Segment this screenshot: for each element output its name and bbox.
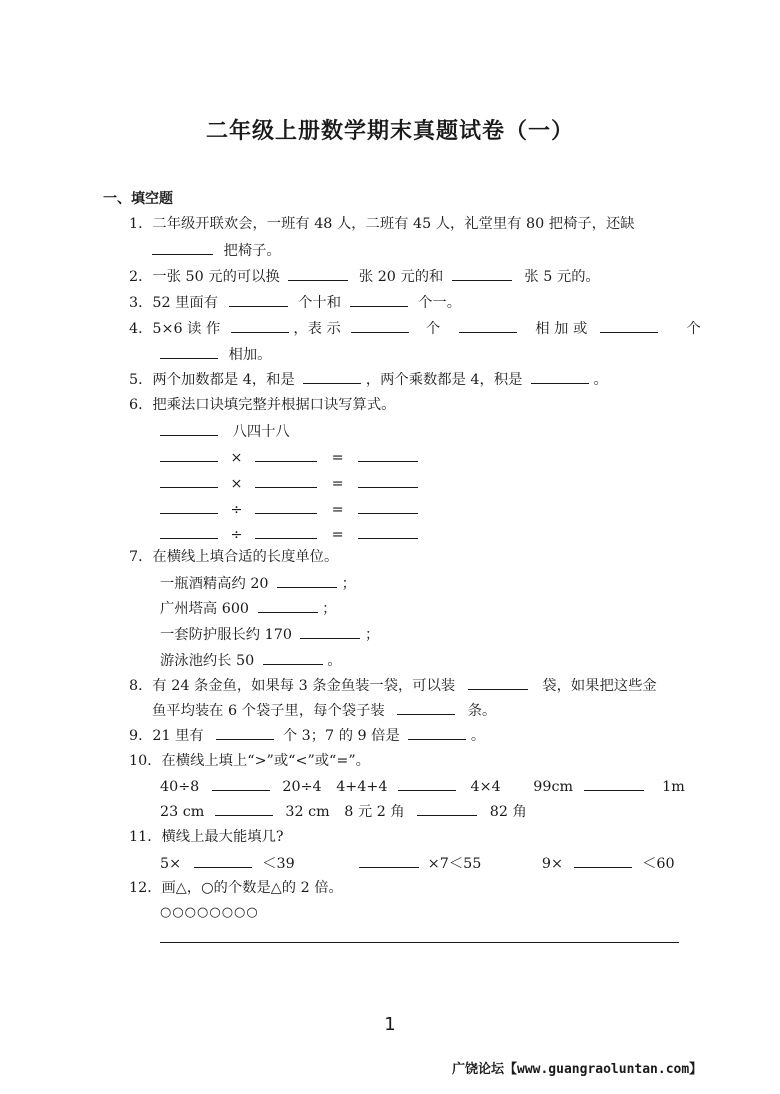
answer-blank[interactable] bbox=[216, 725, 274, 740]
q7-item3: 一套防护服长约 170 ； bbox=[160, 624, 379, 645]
answer-blank[interactable] bbox=[574, 853, 632, 868]
q7-prompt: 7．在横线上填合适的长度单位。 bbox=[129, 549, 339, 565]
footer-watermark: 广饶论坛【www.guangraoluntan.com】 bbox=[452, 1062, 703, 1077]
answer-blank[interactable] bbox=[417, 801, 477, 816]
q10-prompt: 10．在横线上填上“>”或“<”或“=”。 bbox=[129, 753, 370, 769]
answer-blank[interactable] bbox=[255, 524, 317, 539]
q4-line2: 相加。 bbox=[160, 344, 271, 365]
answer-blank[interactable] bbox=[452, 266, 512, 281]
answer-blank[interactable] bbox=[459, 318, 517, 333]
drawing-answer-line[interactable] bbox=[160, 942, 679, 943]
q6-row4: ÷ = bbox=[160, 524, 418, 545]
q7-item4: 游泳池约长 50 。 bbox=[160, 650, 342, 671]
answer-blank[interactable] bbox=[397, 700, 455, 715]
answer-blank[interactable] bbox=[255, 447, 317, 462]
answer-blank[interactable] bbox=[255, 499, 317, 514]
answer-blank[interactable] bbox=[160, 421, 218, 436]
answer-blank[interactable] bbox=[358, 499, 418, 514]
answer-blank[interactable] bbox=[255, 473, 317, 488]
answer-blank[interactable] bbox=[358, 447, 418, 462]
answer-blank[interactable] bbox=[160, 447, 218, 462]
q6-mnemonic-row: 八四十八 bbox=[160, 421, 290, 442]
answer-blank[interactable] bbox=[358, 473, 418, 488]
answer-blank[interactable] bbox=[215, 801, 273, 816]
page-number: 1 bbox=[384, 1014, 396, 1035]
q11-prompt: 11．横线上最大能填几? bbox=[129, 829, 284, 845]
answer-blank[interactable] bbox=[194, 853, 252, 868]
q1-line2: 把椅子。 bbox=[152, 240, 281, 261]
answer-blank[interactable] bbox=[358, 524, 418, 539]
answer-blank[interactable] bbox=[231, 318, 289, 333]
answer-blank[interactable] bbox=[288, 266, 348, 281]
section-heading: 一、填空题 bbox=[103, 191, 173, 207]
answer-blank[interactable] bbox=[160, 344, 218, 359]
answer-blank[interactable] bbox=[408, 725, 466, 740]
q4-line1: 4．5×6 读 作 ，表 示 个 相 加 或 个 bbox=[129, 318, 701, 339]
answer-blank[interactable] bbox=[584, 776, 644, 791]
q2: 2．一张 50 元的可以换 张 20 元的和 张 5 元的。 bbox=[129, 266, 600, 287]
q1-line1: 1．二年级开联欢会，一班有 48 人，二班有 45 人，礼堂里有 80 把椅子，还缺 bbox=[129, 216, 635, 232]
answer-blank[interactable] bbox=[468, 675, 528, 690]
answer-blank[interactable] bbox=[263, 650, 323, 665]
answer-blank[interactable] bbox=[258, 598, 318, 613]
q10-row1: 40÷8 20÷4 4+4+4 4×4 99cm 1m bbox=[160, 776, 685, 797]
answer-blank[interactable] bbox=[303, 369, 361, 384]
q6-row2: × = bbox=[160, 473, 418, 494]
answer-blank[interactable] bbox=[531, 369, 589, 384]
q7-item1: 一瓶酒精高约 20 ； bbox=[160, 573, 356, 594]
answer-blank[interactable] bbox=[152, 240, 213, 255]
answer-blank[interactable] bbox=[277, 573, 337, 588]
q9: 9．21 里有 个 3；7 的 9 倍是 。 bbox=[129, 725, 485, 746]
answer-blank[interactable] bbox=[229, 292, 288, 307]
q12-circles: ○○○○○○○○ bbox=[160, 905, 259, 920]
q10-row2: 23 cm 32 cm 8 元 2 角 82 角 bbox=[160, 801, 527, 822]
answer-blank[interactable] bbox=[359, 853, 419, 868]
q12-prompt: 12．画△，○的个数是△的 2 倍。 bbox=[129, 880, 343, 896]
q8-line2: 鱼平均装在 6 个袋子里，每个袋子装 条。 bbox=[152, 700, 496, 721]
page-title: 二年级上册数学期末真题试卷（一） bbox=[205, 119, 574, 144]
answer-blank[interactable] bbox=[160, 524, 218, 539]
q6-row3: ÷ = bbox=[160, 499, 418, 520]
q6-prompt: 6．把乘法口诀填完整并根据口诀写算式。 bbox=[129, 397, 396, 413]
q5: 5．两个加数都是 4，和是 ，两个乘数都是 4，积是 。 bbox=[129, 369, 608, 390]
answer-blank[interactable] bbox=[600, 318, 658, 333]
answer-blank[interactable] bbox=[300, 624, 360, 639]
q8-line1: 8．有 24 条金鱼，如果每 3 条金鱼装一袋，可以装 袋，如果把这些金 bbox=[129, 675, 657, 696]
answer-blank[interactable] bbox=[212, 776, 270, 791]
answer-blank[interactable] bbox=[350, 292, 408, 307]
answer-blank[interactable] bbox=[351, 318, 409, 333]
q11-row: 5× ＜39 ×7＜55 9× ＜60 bbox=[160, 853, 675, 874]
q3: 3．52 里面有 个十和 个一。 bbox=[129, 292, 461, 313]
answer-blank[interactable] bbox=[160, 499, 218, 514]
answer-blank[interactable] bbox=[160, 473, 218, 488]
answer-blank[interactable] bbox=[398, 776, 456, 791]
q7-item2: 广州塔高 600 ； bbox=[160, 598, 336, 619]
q6-row1: × = bbox=[160, 447, 418, 468]
